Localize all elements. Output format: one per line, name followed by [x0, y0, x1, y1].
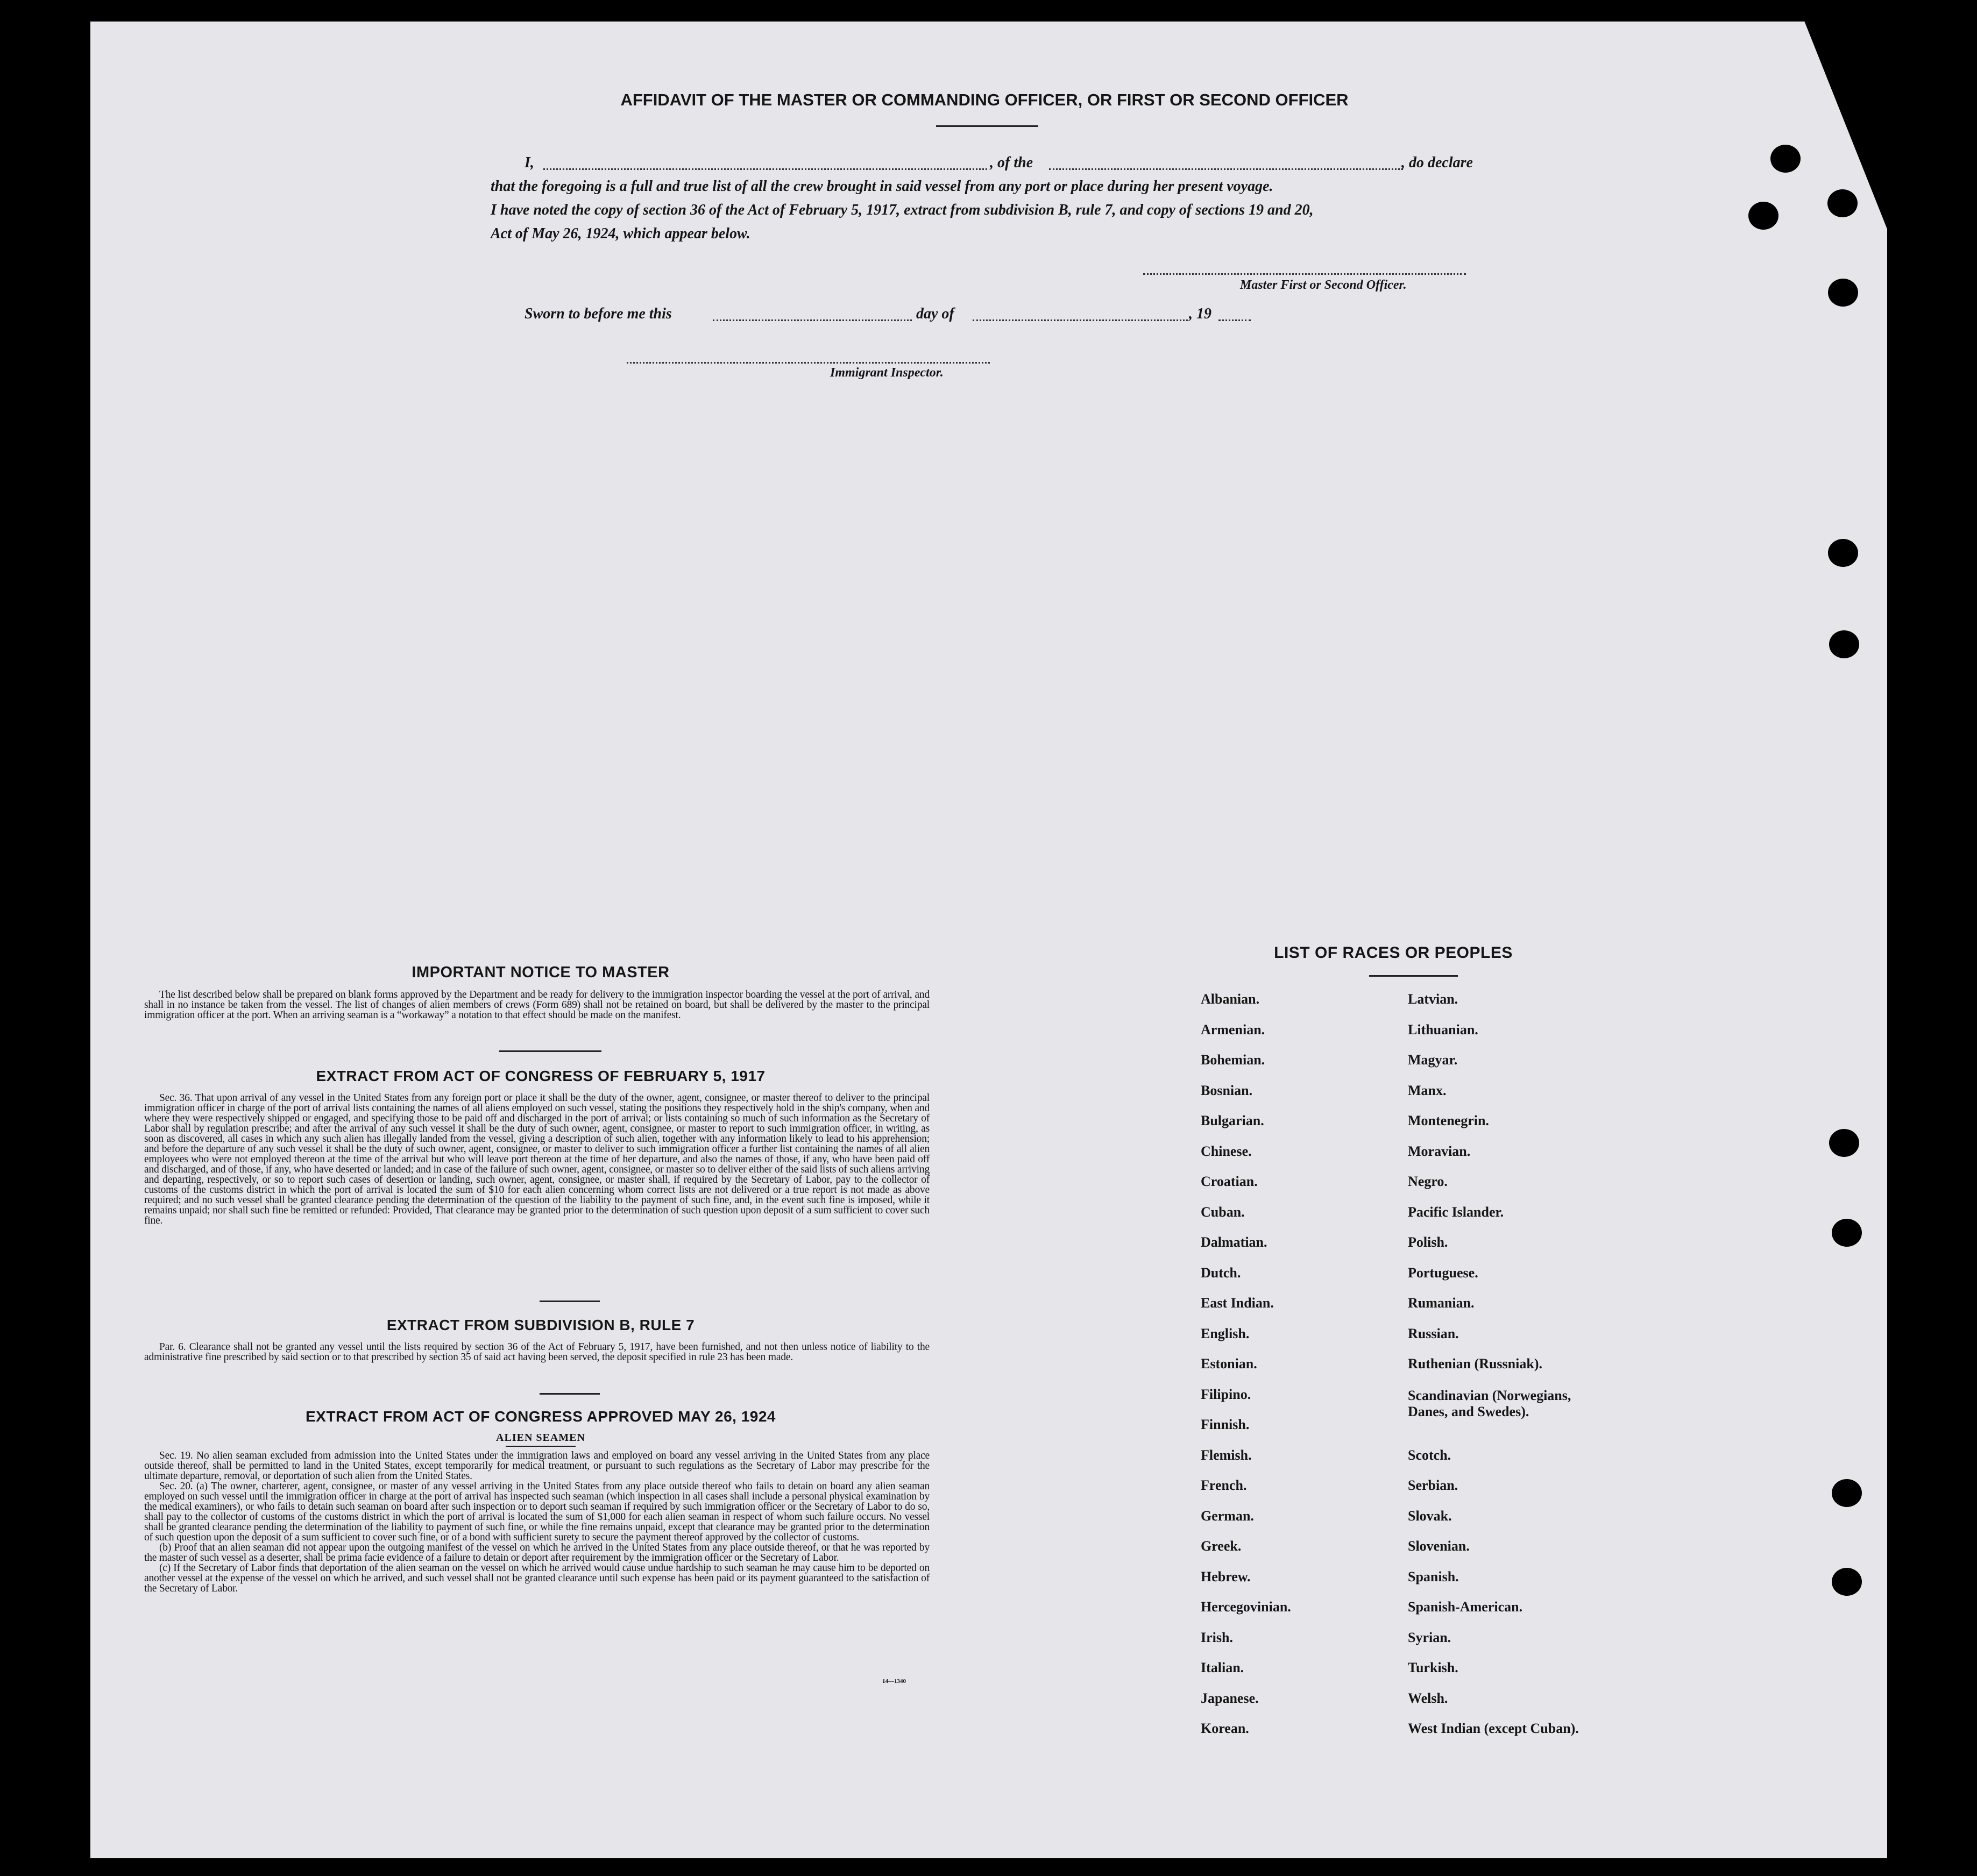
race-item: Serbian.: [1408, 1477, 1458, 1493]
extract-1917-text: Sec. 36. That upon arrival of any vessel in the United States from any foreign port or place it shall be the duty of the owner, agent, consignee, or master thereof to deliver to the principal immigration officer in charge of the port of arrival lists containing the names of all aliens employed on such vessel, stating the positions they respectively hold in the ship's company, when and where they were respectively shipped or engaged, and specifying those to be paid off and discharged in the port of arrival; or lists containing so much of such information as the Secretary of Labor shall by regulation prescribe; and after the arrival of any such vessel it shall be the duty of such owner, agent, consignee, or master to report to such immigration officer, in writing, as soon as discovered, all cases in which any such alien has illegally landed from the vessel, giving a description of such alien, together with any information likely to lead to his apprehension; and before the departure of any such vessel it shall be the duty of such owner, agent, consignee, or master to deliver to such immigration officer a further list containing the names of all alien employees who were not employed thereon at the time of the arrival but who will leave port thereon at the time of her departure, and also the names of those, if any, who have been paid off and discharged, and of those, if any, who have deserted or landed; and in case of the failure of such owner, agent, consignee, or master so to deliver either of the said lists of such aliens arriving and departing, respectively, or so to report such cases of desertion or landing, such owner, agent, consignee, or master shall, if required by the Secretary of Labor, pay to the collector of customs of the customs district in which the port of arrival is located the sum of $10 for each alien concerning whom correct lists are not delivered or a true report is not made as above required; and no such vessel shall be granted clearance pending the determination of the question of the liability to the payment of such fine, and, in the event such fine is imposed, while it remains unpaid; nor shall such fine be remitted or refunded: Provided, That clearance may be granted prior to the determination of such question upon deposit of a sum sufficient to cover such fine.: [144, 1092, 930, 1226]
extract-1924-text: [144, 1451, 930, 1594]
race-item: English.: [1201, 1325, 1250, 1341]
race-item: Albanian.: [1201, 991, 1260, 1007]
punch-hole: [1770, 145, 1801, 173]
race-item: Moravian.: [1408, 1143, 1471, 1159]
affidavit-line-4: Act of May 26, 1924, which appear below.: [491, 225, 750, 242]
race-item: Portuguese.: [1408, 1264, 1478, 1281]
inspector-signature-line[interactable]: [627, 362, 990, 364]
race-item: Bohemian.: [1201, 1052, 1265, 1068]
divider: [506, 1446, 576, 1447]
extract-1917-title: EXTRACT FROM ACT OF CONGRESS OF FEBRUARY 5, 1917: [316, 1068, 766, 1084]
master-signature-label: Master First or Second Officer.: [1240, 278, 1407, 292]
affidavit-i-label: I,: [525, 154, 534, 171]
notice-text: The list described below shall be prepared on blank forms approved by the Department and be ready for delivery to the immigration inspector boarding the vessel at the port of arrival, and shall in no instance be taken from the vessel. The list of changes of alien members of crews (Form 689) shall not be retained on board, but shall be delivered by the master to the principal immigration officer at the port. When an arriving seaman is a “workaway” a notation to that effect should be made on the manifest.: [144, 989, 930, 1021]
divider: [499, 1050, 601, 1052]
master-signature-line[interactable]: [1143, 273, 1466, 275]
race-item: Scotch.: [1408, 1447, 1451, 1463]
sec-20a-text: Sec. 20. (a) The owner, charterer, agent, consignee, or master of any vessel arriving in the United States from any place outside thereof who fails to detain on board any alien seaman employed on such vessel until the immigration officer in charge at the port of arrival has inspected such seaman (which inspection in all cases shall include a personal physical examination by the medical examiners), or who fails to detain such seaman on board after such inspection or to deport such seaman if required by such immigration officer or the Secretary of Labor to do so, shall pay to the collector of customs of the customs district in which the port of arrival is located the sum of $1,000 for each alien seaman in respect of whom such failure occurs. No vessel shall be granted clearance pending the determination of the liability to payment of such fine, or while the fine remains unpaid, except that clearance may be granted prior to the determination of such question upon the deposit of a sum sufficient to cover such fine, or of a bond with sufficient surety to secure the payment thereof approved by the collector of customs.: [144, 1481, 930, 1543]
race-item: Magyar.: [1408, 1052, 1458, 1068]
punch-hole: [1832, 1219, 1862, 1247]
race-item: Italian.: [1201, 1660, 1244, 1675]
punch-hole: [1748, 202, 1778, 230]
race-item: German.: [1201, 1508, 1254, 1524]
title-underline: [936, 125, 1038, 127]
race-item: West Indian (except Cuban).: [1408, 1721, 1579, 1736]
race-item: Turkish.: [1408, 1660, 1458, 1675]
extract-rule7-text: Par. 6. Clearance shall not be granted any vessel until the lists required by section 36 of the Act of February 5, 1917, have been furnished, and not then unless notice of liability to the administrative fine prescribed by said section or to that prescribed by section 35 of said act having been served, the deposit specified in rule 23 has been made.: [144, 1341, 930, 1363]
race-item: Croatian.: [1201, 1174, 1258, 1189]
races-title: LIST OF RACES OR PEOPLES: [1274, 944, 1513, 962]
race-item: Filipino.: [1201, 1386, 1251, 1402]
race-item: Greek.: [1201, 1538, 1242, 1554]
affidavit-title: AFFIDAVIT OF THE MASTER OR COMMANDING OFFICER, OR FIRST OR SECOND OFFICER: [620, 90, 1349, 109]
race-item: Bosnian.: [1201, 1082, 1253, 1098]
race-item: Spanish.: [1408, 1568, 1459, 1584]
inspector-label: Immigrant Inspector.: [830, 366, 944, 380]
race-item: Rumanian.: [1408, 1295, 1475, 1311]
race-item: Russian.: [1408, 1325, 1459, 1341]
punch-hole: [1828, 539, 1858, 567]
race-item: Slovak.: [1408, 1508, 1452, 1524]
race-item: Pacific Islander.: [1408, 1204, 1504, 1220]
sworn-year-blank[interactable]: [1218, 319, 1251, 321]
race-item: Manx.: [1408, 1082, 1447, 1098]
race-item: Lithuanian.: [1408, 1021, 1478, 1038]
race-item: Bulgarian.: [1201, 1113, 1264, 1128]
race-item: Dalmatian.: [1201, 1234, 1267, 1250]
affidavit-of-the-label: , of the: [990, 154, 1033, 171]
race-item: Spanish-American.: [1408, 1599, 1523, 1615]
alien-seamen-subtitle: ALIEN SEAMEN: [496, 1432, 585, 1444]
race-item: Finnish.: [1201, 1417, 1250, 1432]
sworn-label: Sworn to before me this: [525, 305, 672, 322]
year-label: , 19: [1189, 305, 1211, 322]
punch-hole: [1829, 1129, 1859, 1157]
sworn-day-blank[interactable]: [713, 319, 912, 321]
sec-20c-text: (c) If the Secretary of Labor finds that deportation of the alien seaman on the vessel on which he arrived would cause undue hardship to such seaman he may cause him to be deported on another vessel at the expense of the vessel on which he arrived, and such vessel shall not be granted clearance until such expense has been paid or its payment guaranteed to the satisfaction of the Secretary of Labor.: [144, 1562, 930, 1594]
race-item: Negro.: [1408, 1174, 1448, 1189]
form-number: 14—1340: [882, 1678, 906, 1685]
race-item: Irish.: [1201, 1629, 1233, 1645]
punch-hole: [1827, 189, 1858, 217]
punch-hole: [1832, 1568, 1862, 1596]
race-item: Polish.: [1408, 1234, 1448, 1250]
affidavit-line-3: I have noted the copy of section 36 of the Act of February 5, 1917, extract from subdivision B, rule 7, and copy of sections 19 and 20,: [491, 202, 1314, 218]
race-item: Montenegrin.: [1408, 1113, 1489, 1128]
race-item: Hercegovinian.: [1201, 1599, 1291, 1615]
divider: [540, 1393, 600, 1395]
divider: [540, 1301, 600, 1302]
race-item: Syrian.: [1408, 1629, 1451, 1645]
extract-rule7-title: EXTRACT FROM SUBDIVISION B, RULE 7: [386, 1317, 695, 1333]
race-item: Scandinavian (Norwegians, Danes, and Swedes).: [1408, 1387, 1571, 1419]
divider: [1369, 975, 1458, 977]
day-of-label: day of: [916, 305, 954, 322]
race-item: Dutch.: [1201, 1264, 1241, 1281]
race-item: Welsh.: [1408, 1690, 1448, 1706]
race-item: Japanese.: [1201, 1690, 1259, 1706]
race-item: Slovenian.: [1408, 1538, 1470, 1554]
punch-hole: [1829, 630, 1859, 658]
race-item: Cuban.: [1201, 1204, 1245, 1220]
vessel-blank[interactable]: [1049, 168, 1403, 170]
sec-19-text: Sec. 19. No alien seaman excluded from admission into the United States under the immigration laws and employed on board any vessel arriving in the United States from any place outside thereof, shall be permitted to land in the United States, except temporarily for medical treatment, or pursuant to such regulations as the Secretary of Labor may prescribe for the ultimate departure, removal, or deportation of such alien from the United States.: [144, 1450, 930, 1482]
race-item: Hebrew.: [1201, 1568, 1251, 1584]
extract-1924-title: EXTRACT FROM ACT OF CONGRESS APPROVED MAY 26, 1924: [306, 1408, 776, 1425]
sworn-month-blank[interactable]: [973, 319, 1188, 321]
race-item: French.: [1201, 1477, 1247, 1493]
race-item: Estonian.: [1201, 1356, 1257, 1372]
race-item: East Indian.: [1201, 1295, 1274, 1311]
race-item: Ruthenian (Russniak).: [1408, 1356, 1542, 1372]
punch-hole: [1828, 279, 1858, 307]
notice-title: IMPORTANT NOTICE TO MASTER: [412, 964, 670, 981]
race-item: Latvian.: [1408, 991, 1458, 1007]
sec-20b-text: (b) Proof that an alien seaman did not appear upon the outgoing manifest of the vessel on which he arrived in the United States from any place outside thereof, or that he was reported by the master of such vessel as a deserter, shall be prima facie evidence of a failure to detain or deport after requirement by the immigration officer or the Secretary of Labor.: [144, 1542, 930, 1564]
affidavit-do-declare-label: , do declare: [1401, 154, 1473, 171]
race-item: Armenian.: [1201, 1021, 1265, 1038]
race-item: Korean.: [1201, 1721, 1249, 1736]
name-blank[interactable]: [543, 168, 987, 170]
race-item: Flemish.: [1201, 1447, 1252, 1463]
race-item: Chinese.: [1201, 1143, 1252, 1159]
punch-hole: [1832, 1479, 1862, 1507]
affidavit-line-2: that the foregoing is a full and true list of all the crew brought in said vessel from any port or place during her present voyage.: [491, 178, 1273, 195]
